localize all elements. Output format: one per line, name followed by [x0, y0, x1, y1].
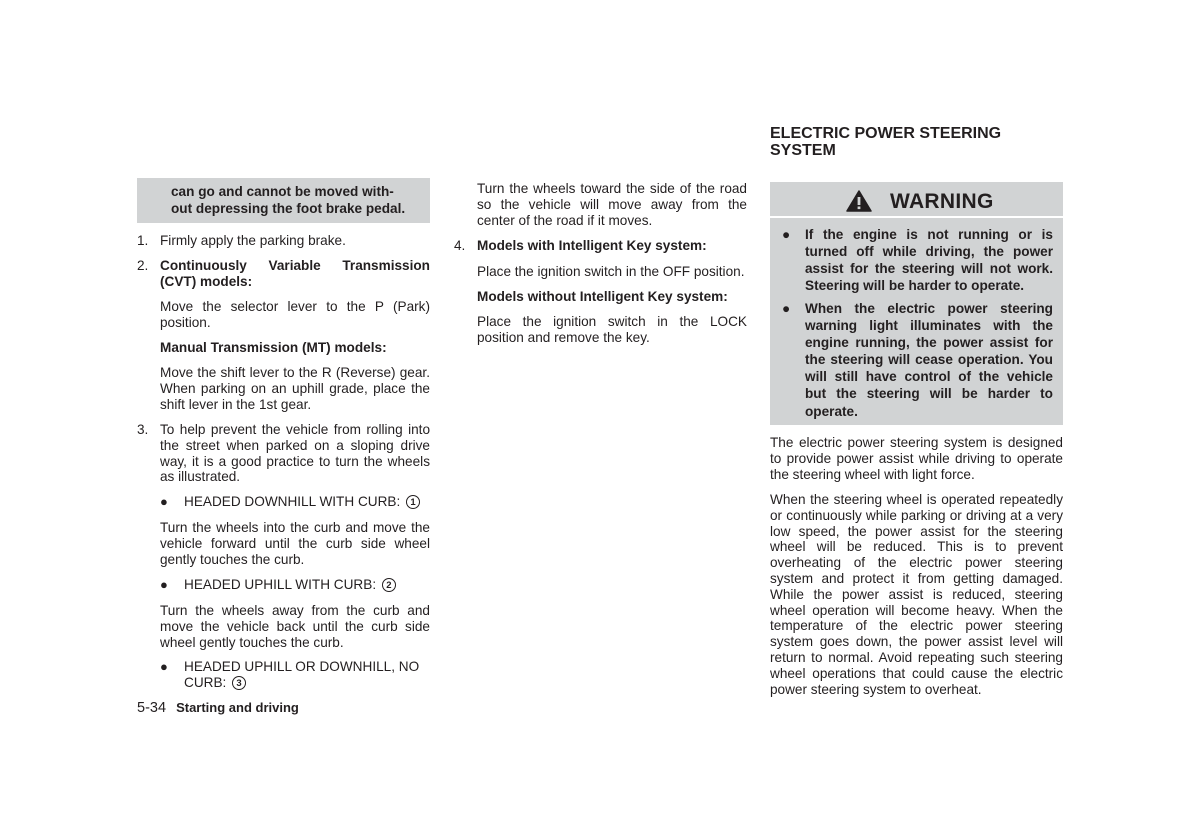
warning-title: WARNING: [890, 190, 994, 213]
no-intelligent-key-text: Place the ignition switch in the LOCK position and remove the key.: [477, 314, 747, 345]
warning-item-text: When the electric power steering warning light illuminates with the engine running, the power assist for the steering will cease operation. You will still have control of the vehicle but the steering will be harder to operate.: [805, 301, 1053, 419]
continued-warning-box: [137, 178, 430, 223]
warning-item: [770, 226, 1053, 294]
uphill-curb-text: Turn the wheels away from the curb and move the vehicle back until the curb side wheel gently touches the curb.: [160, 603, 430, 650]
bullet-dot: ●: [160, 659, 168, 674]
warning-item-text: If the engine is not running or is turned off while driving, the power assist for the steering will not work. Steering will be harder to operate.: [805, 227, 1053, 294]
step-2-number: 2.: [137, 258, 149, 273]
bullet-uphill-curb-label: HEADED UPHILL WITH CURB:: [184, 577, 377, 592]
callout-3-icon: 3: [232, 676, 246, 690]
step-4-text: Place the ignition switch in the OFF position.: [477, 264, 745, 279]
bullet-dot: ●: [160, 577, 168, 592]
mt-heading: Manual Transmission (MT) models:: [160, 340, 387, 355]
bullet-dot: ●: [160, 494, 168, 509]
warning-header: [770, 182, 1063, 218]
section-title: ELECTRIC POWER STEERING SYSTEM: [770, 125, 1002, 159]
no-intelligent-key-heading: Models without Intelligent Key system:: [477, 289, 728, 304]
step-2-text: Move the selector lever to the P (Park) position.: [160, 299, 430, 330]
eps-overheat-text: When the steering wheel is operated repeatedly or continuously while parking or driving at a very low speed, the power assist for the steering wheel will be reduced. This is to prevent overheating of the electric power steering system and protect it from getting damaged. While the power assist is reduced, steering wheel operation will become heavy. When the temperature of the electric power steering system goes down, the power assist level will return to normal. Avoid repeating such steering wheel operations that could cause the electric power steering system to overheat.: [770, 492, 1063, 697]
step-4-number: 4.: [454, 238, 466, 253]
warning-box: [770, 182, 1063, 425]
eps-description: The electric power steering system is designed to provide power assist while driving to operate the steering wheel with light force.: [770, 435, 1063, 482]
step-1-text: Firmly apply the parking brake.: [160, 233, 346, 248]
step-3-number: 3.: [137, 422, 149, 437]
mt-text: Move the shift lever to the R (Reverse) gear. When parking on an uphill grade, place the shift lever in the 1st gear.: [160, 365, 430, 412]
step-3-text: To help prevent the vehicle from rolling into the street when parked on a sloping drive way, it is a good practice to turn the wheels as illustrated.: [160, 422, 430, 485]
warning-item: [770, 300, 1053, 420]
continued-warning-text: can go and cannot be moved with- out depressing the foot brake pedal.: [171, 184, 406, 216]
downhill-curb-text: Turn the wheels into the curb and move the vehicle forward until the curb side wheel gently touches the curb.: [160, 520, 430, 567]
chapter-name: Starting and driving: [176, 700, 299, 715]
step-2-heading: Continuously Variable Transmission (CVT) models:: [160, 258, 430, 289]
page-number: 5-34: [137, 700, 167, 716]
bullet-no-curb-label: HEADED UPHILL OR DOWNHILL, NO CURB:: [184, 659, 420, 690]
wheels-toward-road-text: Turn the wheels toward the side of the road so the vehicle will move away from the center of the road if it moves.: [477, 181, 747, 228]
warning-bullet: ●: [782, 227, 791, 242]
callout-2-icon: 2: [382, 578, 396, 592]
warning-bullet: ●: [782, 301, 791, 316]
page-footer: [137, 700, 299, 716]
bullet-downhill-curb-label: HEADED DOWNHILL WITH CURB:: [184, 494, 401, 509]
callout-1-icon: 1: [406, 495, 420, 509]
step-1-number: 1.: [137, 233, 149, 248]
step-4-heading: Models with Intelligent Key system:: [477, 238, 707, 253]
warning-triangle-icon: [846, 190, 872, 212]
